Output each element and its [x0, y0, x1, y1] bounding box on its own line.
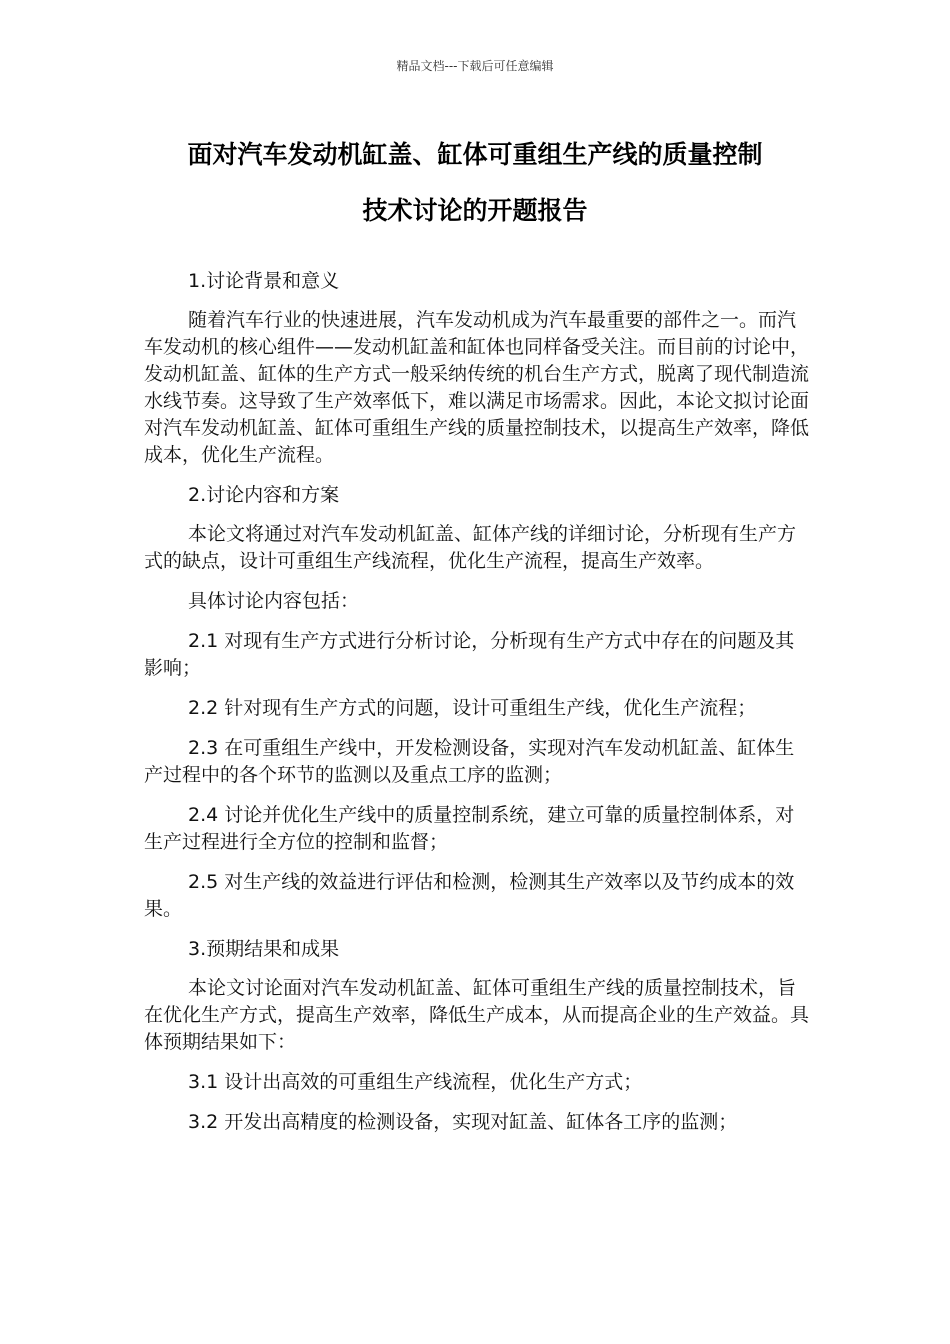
section-3-item-2: 3.2 开发出高精度的检测设备，实现对缸盖、缸体各工序的监测；: [188, 1111, 738, 1133]
section-2-item-2: 2.2 针对现有生产方式的问题，设计可重组生产线，优化生产流程；: [188, 697, 757, 719]
section-2-paragraph: 本论文将通过对汽车发动机缸盖、缸体产线的详细讨论，分析现有生产方式的缺点，设计可重组生产线流程，优化生产流程，提高生产效率。: [144, 523, 797, 572]
section-2-item-4: 2.4 讨论并优化生产线中的质量控制系统，建立可靠的质量控制体系，对生产过程进行全方位的控制和监督；: [144, 804, 795, 853]
section-1-paragraph: 随着汽车行业的快速进展，汽车发动机成为汽车最重要的部件之一。而汽车发动机的核心组件——发动机缸盖和缸体也同样备受关注。而目前的讨论中，发动机缸盖、缸体的生产方式一般采纳传统的机台生产方式，脱离了现代制造流水线节奏。这导致了生产效率低下，难以满足市场需求。因此，本论文拟讨论面对汽车发动机缸盖、缸体可重组生产线的质量控制技术，以提高生产效率，降低成本，优化生产流程。: [144, 309, 810, 466]
section-3-heading: 3.预期结果和成果: [188, 938, 340, 960]
section-2-heading: 2.讨论内容和方案: [188, 484, 340, 506]
section-2-item-5: 2.5 对生产线的效益进行评估和检测，检测其生产效率以及节约成本的效果。: [144, 871, 795, 920]
section-2-list-intro: 具体讨论内容包括：: [188, 590, 360, 612]
document-title-line-2: 技术讨论的开题报告: [362, 196, 588, 225]
header-note: 精品文档---下载后可任意编辑: [396, 59, 554, 73]
section-1-heading: 1.讨论背景和意义: [188, 270, 340, 292]
document-title-line-1: 面对汽车发动机缸盖、缸体可重组生产线的质量控制: [187, 140, 763, 169]
section-2-item-3: 2.3 在可重组生产线中，开发检测设备，实现对汽车发动机缸盖、缸体生产过程中的各个环节的监测以及重点工序的监测；: [144, 737, 795, 786]
section-3-item-1: 3.1 设计出高效的可重组生产线流程，优化生产方式；: [188, 1071, 643, 1093]
section-3-paragraph: 本论文讨论面对汽车发动机缸盖、缸体可重组生产线的质量控制技术，旨在优化生产方式，提高生产效率，降低生产成本，从而提高企业的生产效益。具体预期结果如下：: [144, 977, 810, 1053]
document-body: [144, 268, 810, 1149]
section-2-item-1: 2.1 对现有生产方式进行分析讨论，分析现有生产方式中存在的问题及其影响；: [144, 630, 795, 679]
